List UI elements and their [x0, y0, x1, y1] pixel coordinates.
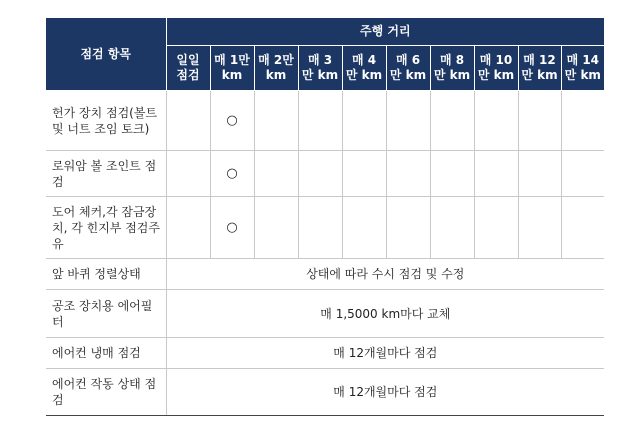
interval-cell: [430, 91, 474, 151]
interval-cell: [474, 151, 518, 197]
table-row: [46, 91, 604, 151]
interval-note-cell: 매 12개월마다 점검: [166, 369, 604, 416]
inspection-item-cell: 앞 바퀴 정렬상태: [46, 259, 166, 290]
interval-note-cell: 상태에 따라 수시 점검 및 수정: [166, 259, 604, 290]
interval-cell: [561, 151, 604, 197]
interval-cell: [430, 197, 474, 259]
interval-cell: [342, 197, 386, 259]
inspection-item-cell: 에어컨 작동 상태 점검: [46, 369, 166, 416]
interval-cell: [254, 151, 298, 197]
interval-note-cell: 매 12개월마다 점검: [166, 338, 604, 369]
interval-column-header: 매 10 만 km: [474, 46, 518, 91]
interval-note-cell: 매 1,5000 km마다 교체: [166, 290, 604, 338]
table-header: [46, 18, 604, 91]
mileage-group-header: 주행 거리: [166, 18, 604, 46]
interval-cell: [518, 197, 561, 259]
interval-column-header: 매 1만 km: [210, 46, 254, 91]
interval-cell: [342, 91, 386, 151]
interval-cell: [298, 197, 342, 259]
interval-cell: [474, 91, 518, 151]
inspection-item-cell: 로워암 볼 조인트 점검: [46, 151, 166, 197]
interval-cell: [386, 91, 430, 151]
inspection-item-cell: 공조 장치용 에어필터: [46, 290, 166, 338]
interval-column-header: 매 2만 km: [254, 46, 298, 91]
interval-cell: [254, 91, 298, 151]
interval-cell: [430, 151, 474, 197]
interval-cell: [386, 151, 430, 197]
interval-cell: [342, 151, 386, 197]
interval-column-header: 매 12 만 km: [518, 46, 561, 91]
interval-cell: [166, 151, 210, 197]
interval-cell: [561, 91, 604, 151]
table-row: [46, 369, 604, 416]
inspection-item-cell: 도어 체커,각 잠금장치, 각 힌지부 점검주유: [46, 197, 166, 259]
interval-cell: [386, 197, 430, 259]
interval-column-header: 매 6 만 km: [386, 46, 430, 91]
interval-column-header: 매 4 만 km: [342, 46, 386, 91]
interval-check-mark: ○: [210, 151, 254, 197]
interval-column-header: 매 3 만 km: [298, 46, 342, 91]
interval-cell: [166, 197, 210, 259]
interval-column-header: 매 8 만 km: [430, 46, 474, 91]
table-row: [46, 259, 604, 290]
interval-cell: [518, 91, 561, 151]
table-row: [46, 290, 604, 338]
interval-check-mark: ○: [210, 91, 254, 151]
table-row: [46, 197, 604, 259]
interval-cell: [298, 91, 342, 151]
interval-cell: [254, 197, 298, 259]
maintenance-schedule-table: [46, 17, 604, 416]
interval-column-header: 매 14 만 km: [561, 46, 604, 91]
interval-cell: [298, 151, 342, 197]
inspection-item-cell: 에어컨 냉매 점검: [46, 338, 166, 369]
interval-column-header: 일일 점검: [166, 46, 210, 91]
inspection-item-header: 점검 항목: [46, 18, 166, 91]
interval-cell: [561, 197, 604, 259]
interval-check-mark: ○: [210, 197, 254, 259]
table-row: [46, 338, 604, 369]
interval-cell: [166, 91, 210, 151]
table-body: [46, 91, 604, 416]
inspection-item-cell: 헌가 장치 점검(볼트 및 너트 조임 토크): [46, 91, 166, 151]
interval-cell: [474, 197, 518, 259]
table-row: [46, 151, 604, 197]
interval-cell: [518, 151, 561, 197]
